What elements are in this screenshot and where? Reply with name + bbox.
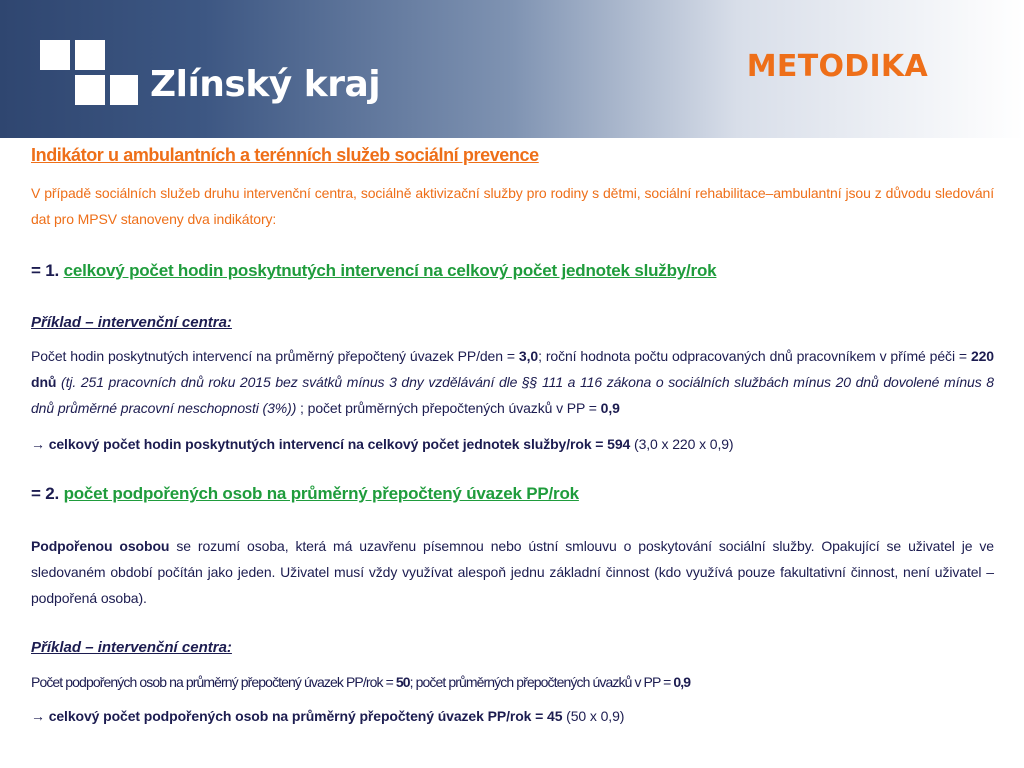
example-1-value-1: 3,0 (518, 348, 539, 364)
indicator-2 (31, 484, 579, 504)
example-1-value-2: 220 dnů (31, 348, 994, 390)
example-1-text-4: ; počet průměrných přepočtených úvazků v PP = (296, 400, 601, 416)
example-1-text-2: ; roční hodnota počtu odpracovaných dnů pracovníkem v přímé péči = (538, 348, 971, 364)
example-1-result (31, 431, 994, 457)
logo-square-icon (75, 75, 105, 105)
example-2-paragraph (31, 669, 994, 695)
indicator-1-prefix: = 1. (31, 261, 64, 280)
example-1-note: (tj. 251 pracovních dnů roku 2015 bez svátků mínus 3 dny vzdělávání dle §§ 111 a 116 zákona o sociálních službách mínus 20 dnů dovolené mínus 8 dnů průměrné pracovní neschopnosti (3%)) (31, 374, 994, 416)
logo-square-icon (110, 75, 138, 105)
definition-paragraph (31, 533, 994, 611)
example-2-text-1: Počet podpořených osob na průměrný přepočtený úvazek PP/rok = (31, 674, 396, 690)
indicator-2-prefix: = 2. (31, 484, 64, 503)
indicator-2-label: počet podpořených osob na průměrný přepočtený úvazek PP/rok (63, 484, 579, 503)
definition-text: se rozumí osoba, která má uzavřenu písemnou nebo ústní smlouvu o poskytování sociální služby. Opakující se uživatel je ve sledovaném období počítán jako jeden. Uživatel musí vždy využívat alespoň jednu základní činnost (kdo využívá pouze fakultativní činnost, není uživatel – podpořená osoba). (31, 538, 994, 606)
definition-term: Podpořenou osobou (31, 538, 170, 554)
logo-square-icon (40, 40, 70, 70)
example-1-result-bold: → celkový počet hodin poskytnutých intervencí na celkový počet jednotek služby/rok = 594 (31, 436, 631, 452)
logo-text: Zlínský kraj (150, 64, 381, 105)
example-1-paragraph (31, 343, 994, 421)
slide-header (0, 0, 1024, 138)
slide-title: METODIKA (746, 49, 928, 84)
example-2-result-formula: (50 x 0,9) (562, 708, 625, 724)
example-2-value-1: 50 (395, 674, 410, 690)
example-1-title: Příklad – intervenční centra: (31, 314, 232, 331)
example-1-result-formula: (3,0 x 220 x 0,9) (630, 436, 734, 452)
example-1-text-1: Počet hodin poskytnutých intervencí na průměrný přepočtený úvazek PP/den = (31, 348, 519, 364)
example-2-text-2: ; počet průměrných přepočtených úvazků v PP = (409, 674, 674, 690)
section-heading: Indikátor u ambulantních a terénních služeb sociální prevence (31, 145, 539, 165)
example-2-value-2: 0,9 (673, 674, 691, 690)
example-2-title: Příklad – intervenční centra: (31, 639, 232, 656)
intro-paragraph: V případě sociálních služeb druhu intervenční centra, sociálně aktivizační služby pro rodiny s dětmi, sociální rehabilitace–ambulantní jsou z důvodu sledování dat pro MPSV stanoveny dva indikátory: (31, 185, 994, 227)
example-2-result-bold: → celkový počet podpořených osob na průměrný přepočtený úvazek PP/rok = 45 (31, 708, 563, 724)
example-1-value-3: 0,9 (600, 400, 620, 416)
logo-square-icon (75, 40, 105, 70)
indicator-1 (31, 261, 716, 281)
indicator-1-label: celkový počet hodin poskytnutých intervencí na celkový počet jednotek služby/rok (63, 261, 717, 280)
example-2-result (31, 703, 994, 729)
